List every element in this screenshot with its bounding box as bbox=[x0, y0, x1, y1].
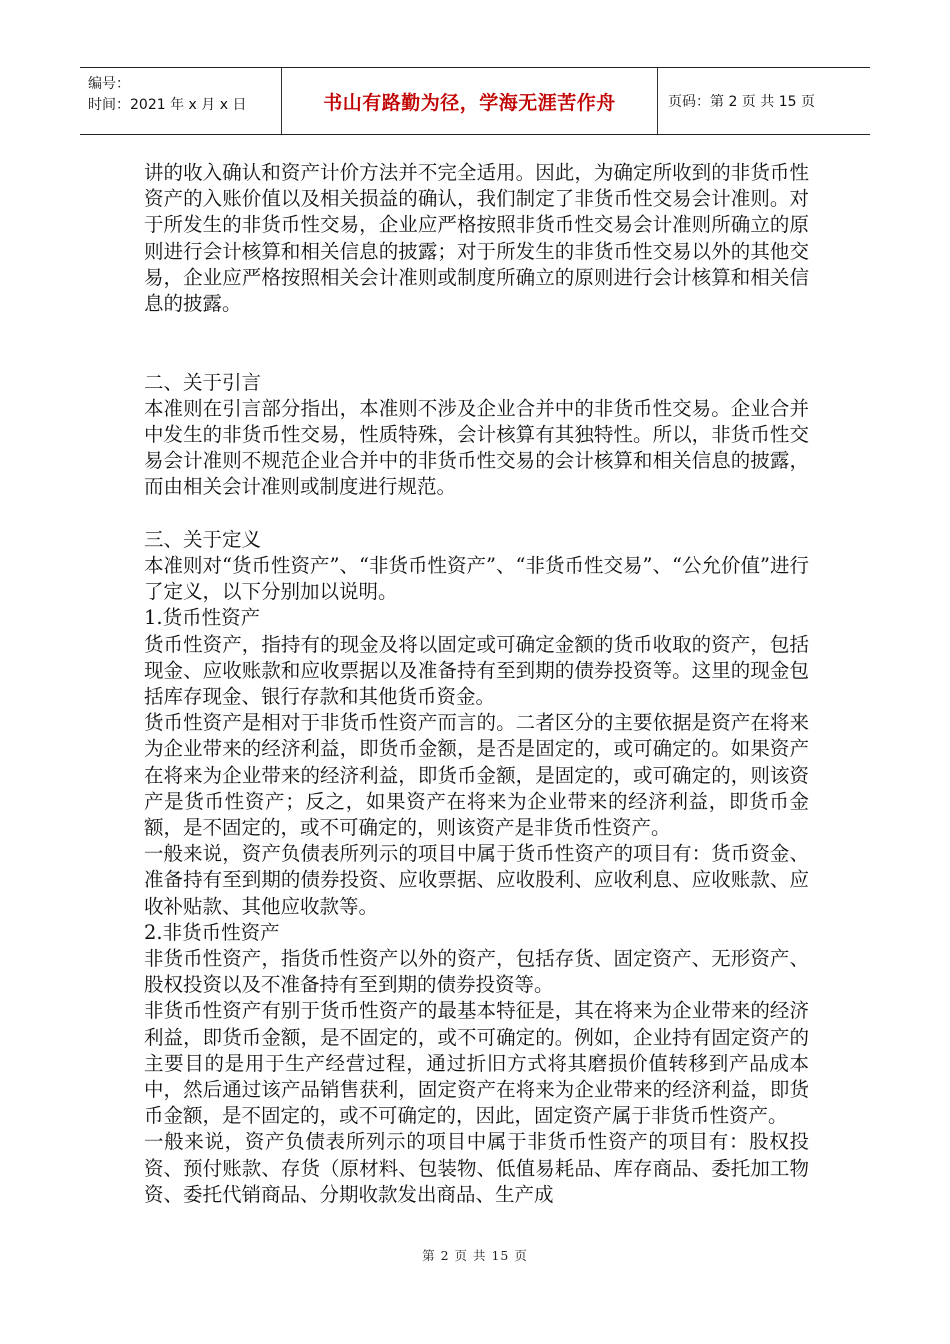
paragraph: 一般来说，资产负债表所列示的项目中属于非货币性资产的项目有：股权投资、预付账款、存货（原材料、包装物、低值易耗品、库存商品、委托加工物资、委托代销商品、分期收款发出商品、生产成 bbox=[144, 1130, 809, 1206]
paragraph: 本准则对“货币性资产”、“非货币性资产”、“非货币性交易”、“公允价值”进行了定义，以下分别加以说明。 bbox=[144, 554, 809, 604]
section-heading: 二、关于引言 bbox=[144, 370, 262, 394]
paragraph: 非货币性资产，指货币性资产以外的资产，包括存货、固定资产、无形资产、股权投资以及不准备持有至到期的债券投资等。 bbox=[144, 947, 809, 997]
paragraph: 一般来说，资产负债表所列示的项目中属于货币性资产的项目有：货币资金、准备持有至到期的债券投资、应收票据、应收股利、应收利息、应收账款、应收补贴款、其他应收款等。 bbox=[144, 842, 809, 918]
paragraph: 本准则在引言部分指出，本准则不涉及企业合并中的非货币性交易。企业合并中发生的非货币性交易，性质特殊，会计核算有其独特性。所以，非货币性交易会计准则不规范企业合并中的非货币性交易的会计核算和相关信息的披露，而由相关会计准则或制度进行规范。 bbox=[144, 396, 809, 499]
paragraph: 货币性资产，指持有的现金及将以固定或可确定金额的货币收取的资产，包括现金、应收账款和应收票据以及准备持有至到期的债券投资等。这里的现金包括库存现金、银行存款和其他货币资金。 bbox=[144, 632, 809, 709]
paragraph: 讲的收入确认和资产计价方法并不完全适用。因此，为确定所收到的非货币性资产的入账价值以及相关损益的确认，我们制定了非货币性交易会计准则。对于所发生的非货币性交易，企业应严格按照非货币性交易会计准则所确立的原则进行会计核算和相关信息的披露；对于所发生的非货币性交易以外的其他交易，企业应严格按照相关会计准则或制度所确立的原则进行会计核算和相关信息的披露。 bbox=[144, 161, 809, 316]
subsection-heading: 2.非货币性资产 bbox=[144, 920, 280, 944]
section-heading: 三、关于定义 bbox=[144, 527, 262, 551]
document-body bbox=[144, 160, 809, 1208]
subsection-heading: 1.货币性资产 bbox=[144, 606, 261, 630]
page-header bbox=[80, 67, 870, 135]
paragraph: 非货币性资产有别于货币性资产的最基本特征是，其在将来为企业带来的经济利益，即货币金额，是不固定的，或不可确定的。例如，企业持有固定资产的主要目的是用于生产经营过程，通过折旧方式将其磨损价值转移到产品成本中，然后通过该产品销售获利，固定资产在将来为企业带来的经济利益，即货币金额，是不固定的，或不可确定的，因此，固定资产属于非货币性资产。 bbox=[144, 999, 809, 1128]
document-date: 时间：2021 年 x 月 x 日 bbox=[88, 97, 247, 113]
paragraph: 货币性资产是相对于非货币性资产而言的。二者区分的主要依据是资产在将来为企业带来的经济利益，即货币金额，是否是固定的，或可确定的。如果资产在将来为企业带来的经济利益，即货币金额，是固定的，或可确定的，则该资产是货币性资产；反之，如果资产在将来为企业带来的经济利益，即货币金额，是不固定的，或不可确定的，则该资产是非货币性资产。 bbox=[144, 711, 809, 840]
page-footer: 第 2 页 共 15 页 bbox=[422, 1248, 528, 1263]
header-page-info: 页码：第 2 页 共 15 页 bbox=[668, 94, 815, 110]
header-meta bbox=[80, 68, 282, 134]
header-motto: 书山有路勤为径，学海无涯苦作舟 bbox=[282, 68, 658, 134]
document-number-label: 编号： bbox=[88, 76, 130, 92]
